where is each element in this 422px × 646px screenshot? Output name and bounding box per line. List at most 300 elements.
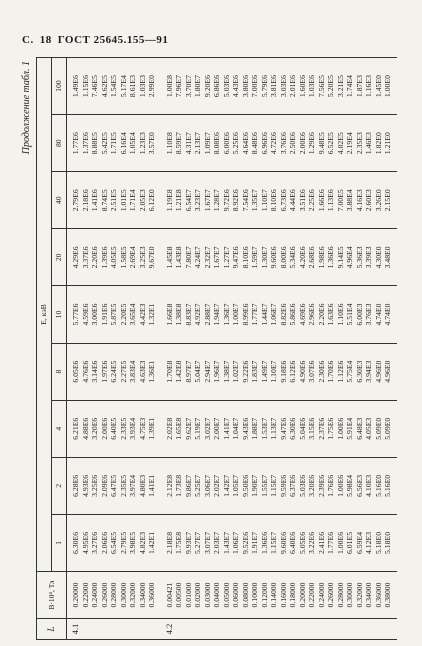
flux-value: 2.12E8 xyxy=(164,474,174,497)
flux-value: 6.28E6 xyxy=(71,474,80,497)
flux-value: 6.37E6 xyxy=(288,474,297,497)
b-value: 0.24000 xyxy=(90,582,99,608)
flux-value: 3.26E0 xyxy=(373,189,383,212)
flux-value: 3.00E6 xyxy=(90,303,99,326)
flux-value: 6.30E6 xyxy=(71,531,80,554)
flux-value: 1.10E7 xyxy=(259,189,269,212)
flux-value: 4.20E6 xyxy=(297,246,307,269)
flux-value: 4.12E3 xyxy=(364,531,373,554)
flux-value: 1.42E8 xyxy=(174,360,183,383)
flux-value: 1.15E7 xyxy=(269,531,278,554)
flux-values-cell xyxy=(161,172,397,229)
flux-value: 4.62E5 xyxy=(99,75,109,98)
flux-value: 6.30E6 xyxy=(288,417,297,440)
flux-value: 2.60E3 xyxy=(364,189,373,212)
flux-value: 5.86E6 xyxy=(288,303,297,326)
energy-header-cell: 4 xyxy=(52,400,67,457)
flux-values-cell xyxy=(161,229,397,286)
b-value: 0.28000 xyxy=(335,582,345,608)
flux-value: 6.12E0 xyxy=(147,189,156,212)
flux-value: 6.01E5 xyxy=(345,531,354,554)
flux-value: 1.91E7 xyxy=(250,531,259,554)
flux-value: 4.95E6 xyxy=(80,531,90,554)
flux-value: 1.10E8 xyxy=(164,132,174,155)
flux-value: 2.20E5 xyxy=(118,303,128,326)
flux-value: 8.10E6 xyxy=(240,246,250,269)
flux-value: 1.32E1 xyxy=(147,303,156,326)
b-value: 0.12000 xyxy=(259,582,269,608)
flux-value: 3.15E6 xyxy=(307,417,316,440)
energy-header-cell: 10 xyxy=(52,286,67,343)
flux-value: 8.08E6 xyxy=(212,132,221,155)
flux-value: 8.00E6 xyxy=(278,246,288,269)
flux-value: 4.43E6 xyxy=(231,75,240,98)
flux-value: 4.80E3 xyxy=(137,474,147,497)
flux-value: 4.02E5 xyxy=(335,132,345,155)
flux-value: 1.96E7 xyxy=(212,360,221,383)
flux-value: 4.96E4 xyxy=(345,246,354,269)
flux-values-cell xyxy=(67,58,161,115)
flux-value: 1.15E6 xyxy=(80,75,90,98)
flux-value: 3.39E3 xyxy=(364,246,373,269)
b-value: 0.22000 xyxy=(307,582,316,608)
flux-value: 8.10E6 xyxy=(269,189,278,212)
flux-value: 2.20E6 xyxy=(316,303,326,326)
flux-value: 9.43E6 xyxy=(240,417,250,440)
flux-value: 2.33E5 xyxy=(118,417,128,440)
flux-values-cell xyxy=(67,400,161,457)
flux-value: 3.03E6 xyxy=(278,75,288,98)
energy-header-cell: 20 xyxy=(52,229,67,286)
b-value: 0.05000 xyxy=(221,582,231,608)
flux-value: 5.42E5 xyxy=(99,132,109,155)
flux-value: 1.66E8 xyxy=(164,303,174,326)
rotated-table-block xyxy=(20,57,410,640)
b-value: 0.08000 xyxy=(240,582,250,608)
flux-value: 3.65E4 xyxy=(128,303,137,326)
flux-value: 1.39E1 xyxy=(147,417,156,440)
flux-value: 3.93E4 xyxy=(128,417,137,440)
flux-value: 9.62E7 xyxy=(183,417,193,440)
flux-value: 1.03E6 xyxy=(307,75,316,98)
flux-value: 2.00E6 xyxy=(297,132,307,155)
flux-value: 6.16E4 xyxy=(118,132,128,155)
flux-value: 1.98E6 xyxy=(316,246,326,269)
flux-value: 1.67E7 xyxy=(202,189,212,212)
b-value: 0.14000 xyxy=(269,582,278,608)
flux-value: 2.32E7 xyxy=(202,246,212,269)
flux-value: 3.21E5 xyxy=(335,75,345,98)
b-value: 0.32000 xyxy=(354,582,364,608)
flux-value: 7.46E5 xyxy=(90,75,99,98)
col-header-energy-group: E, кэВ xyxy=(37,58,52,572)
flux-values-cell xyxy=(67,115,161,172)
flux-value: 3.07E6 xyxy=(307,360,316,383)
flux-value: 4.59E6 xyxy=(80,303,90,326)
flux-value: 1.00E8 xyxy=(164,75,174,98)
flux-value: 1.15E7 xyxy=(269,474,278,497)
flux-value: 5.18E0 xyxy=(383,531,392,554)
flux-value: 1.80E7 xyxy=(193,75,202,98)
flux-value: 1.73E8 xyxy=(174,474,183,497)
b-value: 0.30000 xyxy=(345,582,354,608)
flux-value: 4.64E6 xyxy=(240,132,250,155)
b-value: 0.20000 xyxy=(297,582,307,608)
flux-value: 2.13E7 xyxy=(193,132,202,155)
flux-value: 5.51E4 xyxy=(345,303,354,326)
flux-value: 4.82E3 xyxy=(137,531,147,554)
flux-value: 5.03E6 xyxy=(221,75,231,98)
table-body xyxy=(67,58,397,640)
flux-value: 1.41E7 xyxy=(221,417,231,440)
flux-value: 9.47E6 xyxy=(231,246,240,269)
flux-value: 5.16E0 xyxy=(373,474,383,497)
flux-value: 6.96E6 xyxy=(259,132,269,155)
flux-value: 3.25E6 xyxy=(90,474,99,497)
flux-value: 6.12E6 xyxy=(288,360,297,383)
flux-value: 6.52E5 xyxy=(326,132,335,155)
flux-value: 8.88E5 xyxy=(90,132,99,155)
flux-value: 2.88E7 xyxy=(202,303,212,326)
flux-value: 8.83E7 xyxy=(183,303,193,326)
flux-value: 5.87E5 xyxy=(109,303,118,326)
flux-value: 5.79E6 xyxy=(259,75,269,98)
flux-value: 2.50E6 xyxy=(288,132,297,155)
flux-value: 1.75E8 xyxy=(174,531,183,554)
flux-value: 3.94E3 xyxy=(364,360,373,383)
flux-value: 1.36E6 xyxy=(259,531,269,554)
flux-value: 2.99E0 xyxy=(147,75,156,98)
flux-value: 2.37E6 xyxy=(316,417,326,440)
continuation-caption: Продолжение табл. 1 xyxy=(21,61,32,155)
flux-value: 3.20E6 xyxy=(307,474,316,497)
flux-value: 1.76E6 xyxy=(326,474,335,497)
flux-value: 1.16E3 xyxy=(364,75,373,98)
flux-value: 9.50E6 xyxy=(240,474,250,497)
flux-value: 1.82E0 xyxy=(373,132,383,155)
flux-value: 1.23E3 xyxy=(137,132,147,155)
flux-value: 1.43E8 xyxy=(174,246,183,269)
flux-value: 2.51E5 xyxy=(109,189,118,212)
flux-value: 4.93E6 xyxy=(80,474,90,497)
b-value: 0.04000 xyxy=(212,582,221,608)
flux-value: 1.00E7 xyxy=(231,303,240,326)
flux-value: 3.14E6 xyxy=(90,360,99,383)
energy-header-cell: 8 xyxy=(52,343,67,400)
flux-value: 5.04E6 xyxy=(297,417,307,440)
flux-value: 1.10E6 xyxy=(335,303,345,326)
flux-value: 4.10E3 xyxy=(364,474,373,497)
flux-value: 3.70E7 xyxy=(183,75,193,98)
flux-value: 9.60E6 xyxy=(278,531,288,554)
flux-value: 1.70E6 xyxy=(326,360,335,383)
flux-value: 4.69E6 xyxy=(297,303,307,326)
flux-value: 7.96E7 xyxy=(174,75,183,98)
b-value: 0.26000 xyxy=(326,582,335,608)
b-value: 0.30000 xyxy=(118,582,128,608)
flux-value: 5.27E7 xyxy=(193,531,202,554)
energy-header-cell: 1 xyxy=(52,514,67,571)
flux-value: 1.03E3 xyxy=(137,75,147,98)
flux-value: 3.51E6 xyxy=(297,189,307,212)
flux-value: 6.54E5 xyxy=(109,531,118,554)
flux-value: 9.22E6 xyxy=(240,360,250,383)
flux-value: 4.92E7 xyxy=(193,303,202,326)
flux-value: 2.35E5 xyxy=(118,474,128,497)
b-values-cell xyxy=(161,572,397,619)
flux-value: 1.83E7 xyxy=(250,360,259,383)
flux-value: 2.68E6 xyxy=(307,246,316,269)
energy-header-cell: 2 xyxy=(52,457,67,514)
flux-value: 3.97E4 xyxy=(128,474,137,497)
flux-value: 5.25E7 xyxy=(193,474,202,497)
flux-value: 1.38E7 xyxy=(221,360,231,383)
flux-value: 3.88E4 xyxy=(345,189,354,212)
energy-header-cell: 100 xyxy=(52,58,67,115)
flux-value: 9.59E6 xyxy=(278,474,288,497)
col-header-L: L xyxy=(37,619,67,640)
flux-value: 2.39E6 xyxy=(316,474,326,497)
flux-value: 4.29E6 xyxy=(71,246,80,269)
flux-value: 5.98E4 xyxy=(345,474,354,497)
flux-value: 2.18E6 xyxy=(80,189,90,212)
flux-value: 2.18E8 xyxy=(164,531,174,554)
flux-value: 7.54E6 xyxy=(240,189,250,212)
flux-value: 1.06E7 xyxy=(269,303,278,326)
flux-value: 4.74E0 xyxy=(373,303,383,326)
b-value: 0.16000 xyxy=(278,582,288,608)
flux-value: 2.35E3 xyxy=(354,132,364,155)
flux-value: 1.90E7 xyxy=(250,474,259,497)
flux-value: 5.36E3 xyxy=(354,246,364,269)
flux-value: 5.09E0 xyxy=(383,417,392,440)
flux-value: 6.40E6 xyxy=(288,531,297,554)
flux-value: 2.25E6 xyxy=(307,189,316,212)
flux-values-cell xyxy=(67,343,161,400)
flux-value: 2.15E0 xyxy=(383,189,392,212)
flux-value: 1.36E1 xyxy=(147,360,156,383)
flux-value: 1.43E7 xyxy=(221,531,231,554)
b-value: 0.36000 xyxy=(373,582,383,608)
flux-value: 1.36E6 xyxy=(326,246,335,269)
flux-value: 5.04E7 xyxy=(193,360,202,383)
flux-value: 1.54E5 xyxy=(109,75,118,98)
flux-value: 6.73E6 xyxy=(278,189,288,212)
flux-value: 1.55E7 xyxy=(259,474,269,497)
flux-value: 1.12E6 xyxy=(335,360,345,383)
flux-value: 1.35E7 xyxy=(250,189,259,212)
flux-value: 3.25E3 xyxy=(137,246,147,269)
flux-value: 8.59E7 xyxy=(174,132,183,155)
flux-value: 4.75E3 xyxy=(137,417,147,440)
flux-value: 1.53E7 xyxy=(259,417,269,440)
flux-value: 9.52E6 xyxy=(240,531,250,554)
flux-value: 6.47E5 xyxy=(109,474,118,497)
flux-value: 1.44E7 xyxy=(259,303,269,326)
flux-value: 1.01E5 xyxy=(118,189,128,212)
flux-values-cell xyxy=(67,514,161,571)
flux-value: 5.05E6 xyxy=(297,531,307,554)
flux-value: 8.99E6 xyxy=(240,303,250,326)
flux-value: 2.27E5 xyxy=(118,360,128,383)
flux-values-cell xyxy=(161,457,397,514)
row-label-L: 4.1 xyxy=(67,619,161,640)
flux-value: 1.38E8 xyxy=(174,303,183,326)
page-number: 18 xyxy=(39,34,52,46)
flux-value: 3.02E7 xyxy=(202,417,212,440)
flux-value: 1.06E7 xyxy=(231,531,240,554)
b-value: 0.22000 xyxy=(80,582,90,608)
b-value: 0.00500 xyxy=(174,582,183,608)
flux-value: 1.42E7 xyxy=(221,474,231,497)
table-row xyxy=(161,58,397,640)
flux-value: 2.96E6 xyxy=(307,303,316,326)
flux-value: 6.56E3 xyxy=(354,474,364,497)
flux-value: 1.41E1 xyxy=(147,474,156,497)
flux-value: 3.57E0 xyxy=(147,132,156,155)
flux-value: 2.01E6 xyxy=(288,75,297,98)
flux-value: 4.96E0 xyxy=(383,360,392,383)
flux-value: 2.30E6 xyxy=(316,360,326,383)
b-value: 0.01000 xyxy=(183,582,193,608)
flux-value: 6.00E6 xyxy=(221,132,231,155)
energy-header-row xyxy=(52,58,67,640)
flux-value: 1.28E7 xyxy=(212,189,221,212)
b-value: 0.03000 xyxy=(202,582,212,608)
flux-value: 2.02E8 xyxy=(164,417,174,440)
flux-value: 4.96E0 xyxy=(373,360,383,383)
flux-value: 1.27E7 xyxy=(221,246,231,269)
flux-value: 5.75E4 xyxy=(345,360,354,383)
flux-value: 1.66E6 xyxy=(316,189,326,212)
flux-value: 8.92E6 xyxy=(231,189,240,212)
flux-value: 2.02E7 xyxy=(212,474,221,497)
b-value: 0.20000 xyxy=(71,582,80,608)
page-header xyxy=(22,34,174,46)
row-label-L: 4.2 xyxy=(161,619,397,640)
flux-value: 5.19E7 xyxy=(193,417,202,440)
flux-value: 3.07E7 xyxy=(202,531,212,554)
flux-value: 1.59E7 xyxy=(250,246,259,269)
flux-value: 9.14E5 xyxy=(335,246,345,269)
flux-value: 1.09E7 xyxy=(202,132,212,155)
flux-value: 3.23E7 xyxy=(193,189,202,212)
flux-value: 1.67E7 xyxy=(212,246,221,269)
flux-value: 1.00E6 xyxy=(335,474,345,497)
flux-values-cell xyxy=(67,172,161,229)
energy-header-cell: 80 xyxy=(52,115,67,172)
flux-value: 1.77E6 xyxy=(326,531,335,554)
flux-value: 1.75E6 xyxy=(326,417,335,440)
flux-value: 4.76E6 xyxy=(80,360,90,383)
flux-value: 4.31E7 xyxy=(183,132,193,155)
flux-value: 1.19E8 xyxy=(164,189,174,212)
flux-value: 9.86E7 xyxy=(183,474,193,497)
flux-value: 9.20E6 xyxy=(202,75,212,98)
flux-values-cell xyxy=(161,343,397,400)
flux-value: 1.77E7 xyxy=(250,303,259,326)
flux-value: 4.16E3 xyxy=(354,189,364,212)
flux-values-cell xyxy=(161,514,397,571)
b-value: 0.34000 xyxy=(137,582,147,608)
flux-value: 8.97E7 xyxy=(183,360,193,383)
flux-values-cell xyxy=(161,115,397,172)
flux-values-cell xyxy=(67,286,161,343)
flux-values-cell xyxy=(161,58,397,115)
flux-value: 3.76E3 xyxy=(364,303,373,326)
flux-value: 4.44E6 xyxy=(288,189,297,212)
flux-value: 4.74E0 xyxy=(383,303,392,326)
flux-value: 1.71E4 xyxy=(128,189,137,212)
flux-value: 3.37E6 xyxy=(80,246,90,269)
flux-value: 3.76E6 xyxy=(278,132,288,155)
flux-value: 1.13E7 xyxy=(269,417,278,440)
b-value: 0.28000 xyxy=(109,582,118,608)
flux-value: 9.72E6 xyxy=(221,189,231,212)
flux-value: 3.83E4 xyxy=(128,360,137,383)
flux-value: 1.91E6 xyxy=(99,303,109,326)
flux-value: 7.80E7 xyxy=(183,246,193,269)
flux-value: 1.65E8 xyxy=(174,417,183,440)
flux-values-cell xyxy=(161,286,397,343)
flux-value: 1.05E4 xyxy=(128,132,137,155)
flux-value: 1.58E5 xyxy=(118,246,128,269)
flux-value: 6.48E3 xyxy=(354,417,364,440)
flux-value: 2.69E4 xyxy=(128,246,137,269)
flux-value: 9.60E6 xyxy=(269,246,278,269)
flux-value: 1.00E0 xyxy=(383,75,392,98)
flux-value: 1.02E7 xyxy=(231,360,240,383)
flux-value: 1.13E6 xyxy=(326,189,335,212)
flux-value: 5.03E6 xyxy=(297,474,307,497)
flux-value: 4.30E0 xyxy=(373,246,383,269)
flux-value: 8.48E6 xyxy=(250,132,259,155)
flux-value: 1.45E8 xyxy=(164,246,174,269)
flux-value: 1.49E7 xyxy=(259,360,269,383)
b-value: 0.02000 xyxy=(193,582,202,608)
flux-value: 5.09E0 xyxy=(373,417,383,440)
flux-value: 1.45E0 xyxy=(373,75,383,98)
flux-value: 3.80E6 xyxy=(240,75,250,98)
flux-value: 9.48E5 xyxy=(316,132,326,155)
flux-value: 4.42E3 xyxy=(137,303,147,326)
col-header-B: B·10⁴, Тл xyxy=(37,572,67,619)
flux-value: 4.90E6 xyxy=(297,360,307,383)
flux-value: 6.54E7 xyxy=(183,189,193,212)
flux-value: 2.00E7 xyxy=(212,417,221,440)
flux-value: 9.93E7 xyxy=(183,531,193,554)
flux-value: 1.71E5 xyxy=(109,132,118,155)
flux-value: 7.00E5 xyxy=(335,189,345,212)
b-value: 0.06000 xyxy=(231,582,240,608)
flux-value: 1.21E0 xyxy=(383,132,392,155)
energy-header-cell: 40 xyxy=(52,172,67,229)
flux-value: 2.00E6 xyxy=(99,417,109,440)
flux-value: 1.70E8 xyxy=(164,360,174,383)
flux-value: 9.47E6 xyxy=(278,417,288,440)
flux-value: 6.59E4 xyxy=(354,531,364,554)
flux-value: 3.20E6 xyxy=(90,417,99,440)
flux-value: 1.46E3 xyxy=(364,132,373,155)
flux-value: 2.19E4 xyxy=(345,132,354,155)
table-row xyxy=(67,58,161,640)
standard-code: ГОСТ 25645.155—91 xyxy=(57,34,169,46)
flux-value: 1.00E6 xyxy=(335,417,345,440)
flux-value: 1.60E6 xyxy=(297,75,307,98)
flux-value: 6.24E5 xyxy=(109,360,118,383)
b-value: 0.32000 xyxy=(128,582,137,608)
flux-value: 8.82E6 xyxy=(278,303,288,326)
